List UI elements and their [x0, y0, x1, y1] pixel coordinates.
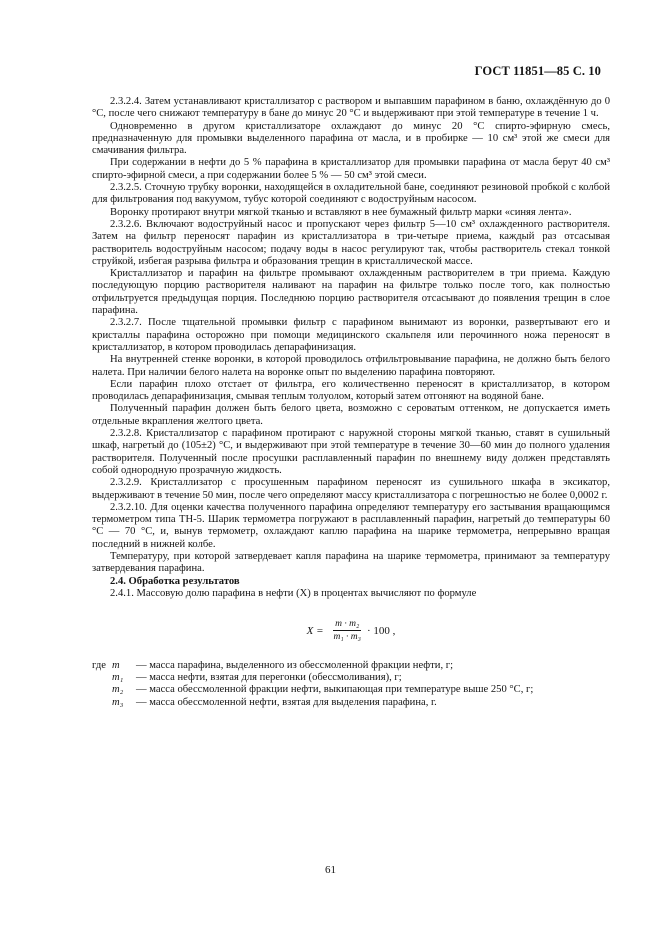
paragraph: Если парафин плохо отстает от фильтра, его количественно переносят в кристаллизатор, в котором проводилась депарафинизация, смывая теплым толуолом, который затем отгоняют на водяной бане. [92, 378, 610, 403]
paragraph: При содержании в нефти до 5 % парафина в кристаллизатор для промывки парафина от масла берут 40 см³ спирто-эфирной смеси, а при содержании более 5 % — 50 см³ этой смеси. [92, 157, 610, 181]
formula-numerator: m · m₂ [333, 618, 361, 631]
paragraph: Температуру, при которой затвердевает капля парафина на шарике термометра, принимают за температуру затвердевания парафина. [92, 550, 610, 575]
definition-symbol: m [112, 659, 120, 671]
paragraph: 2.3.2.10. Для оценки качества полученного парафина определяют температуру его застывания вращающимся термометром типа ТН-5. Шарик термометра погружают в расплавленный парафин, нагретый до температуры 60 °С — 70 °С, и, вынув термометр, охлаждают каплю парафина на шарике термометра, непрерывно вращая последний в нижней колбе. [92, 501, 610, 550]
page-number: 61 [325, 864, 336, 876]
definition-item [92, 660, 610, 672]
formula-rest: · 100 , [366, 624, 396, 637]
paragraph: 2.3.2.5. Сточную трубку воронки, находящейся в охладительной бане, соединяют резиновой пробкой с колбой для фильтрования под вакуумом, тубус которой соединяют с водоструйным насосом. [92, 182, 610, 206]
section-heading: 2.4. Обработка результатов [110, 575, 240, 587]
section-text: 2.4.1. Массовую долю парафина в нефти (X) в процентах вычисляют по формуле [110, 587, 477, 599]
definition-lead [92, 672, 112, 684]
paragraph: Полученный парафин должен быть белого цвета, возможно с сероватым оттенком, не допускается иметь отдельные вкрапления желтого цвета. [92, 403, 610, 427]
formula-fraction [332, 618, 363, 644]
paragraph: 2.3.2.8. Кристаллизатор с парафином протирают с наружной стороны мягкой тканью, ставят в сушильный шкаф, нагретый до (105±2) °С, и выдерживают при этой температуре в течение 30—60 мин до полного удаления растворителя. Полученный после просушки расплавленный парафин по внешнему виду должен представлять собой однородную прозрачную жидкость. [92, 428, 610, 476]
definition-text: — масса нефти, взятая для перегонки (обессмоливания), г; [136, 672, 402, 684]
document-body [92, 96, 610, 709]
definition-text: — масса обессмоленной фракции нефти, выкипающая при температуре выше 250 °С, г; [136, 684, 534, 696]
definition-item [92, 684, 610, 696]
definition-lead: где [92, 659, 106, 671]
formula-lhs: X = [306, 624, 324, 637]
page-header: ГОСТ 11851—85 С. 10 [474, 64, 601, 78]
definition-text: — масса обессмоленной нефти, взятая для выделения парафина, г. [136, 696, 437, 708]
paragraph: Одновременно в другом кристаллизаторе охлаждают до минус 20 °С спирто-эфирную смесь, предназначенную для промывки выделенного парафина от масла, и в пробирке — 10 см³ этой же смеси для смачивания фильтра. [92, 120, 610, 157]
definition-item [92, 672, 610, 684]
formula-denominator: m₁ · m₃ [333, 632, 361, 643]
paragraph: Воронку протирают внутри мягкой тканью и вставляют в нее бумажный фильтр марки «синяя лента». [110, 206, 572, 218]
definition-symbol: m₃ [112, 696, 124, 708]
paragraph: 2.3.2.9. Кристаллизатор с просушенным парафином переносят из сушильного шкафа в эксикатор, выдерживают в течение 50 мин, после чего определяют массу кристаллизатора с погрешностью не более 0,0002 г. [92, 477, 610, 501]
definition-lead [92, 697, 112, 709]
paragraph: На внутренней стенке воронки, в которой проводилось отфильтровывание парафина, не должно быть белого налета. При наличии белого налета на воронке опыт по выделению парафина повторяют. [92, 354, 610, 378]
paragraph: 2.3.2.6. Включают водоструйный насос и пропускают через фильтр 5—10 см³ охлажденного растворителя. Затем на фильтр переносят парафин из кристаллизатора в три-четыре приема, каждый раз отсасывая растворитель водоструйным насосом; подачу воды в насос регулируют так, чтобы растворитель стекал тонкой струйкой, избегая разрыва фильтра и образования трещин в кристаллической массе. [92, 218, 610, 267]
paragraph: 2.3.2.4. Затем устанавливают кристаллизатор с раствором и выпавшим парафином в баню, охлаждённую до 0 °С, после чего снижают температуру в бане до минус 20 °С и выдерживают при этой температуре в течение 1 ч. [92, 96, 610, 120]
definition-symbol: m₂ [112, 684, 124, 696]
definitions-list [92, 660, 610, 709]
definition-lead [92, 684, 112, 696]
paragraph: Кристаллизатор и парафин на фильтре промывают охлажденным растворителем в три приема. Каждую последующую порцию растворителя наливают на парафин на фильтре только после того, как полностью отфильтруется предыдущая порция. Последнюю порцию растворителя отсасывают до появления трещин в слое парафина. [92, 268, 610, 317]
formula [92, 618, 610, 644]
definition-text: — масса парафина, выделенного из обессмоленной фракции нефти, г; [136, 659, 454, 671]
definition-item [92, 697, 610, 709]
paragraph: 2.3.2.7. После тщательной промывки фильтр с парафином вынимают из воронки, развертывают его и кристаллы парафина осторожно при помощи медицинского скальпеля или перочинного ножа переносят в кристаллизатор, в котором проводилась депарафинизация. [92, 317, 610, 353]
definition-symbol: m₁ [112, 672, 124, 684]
